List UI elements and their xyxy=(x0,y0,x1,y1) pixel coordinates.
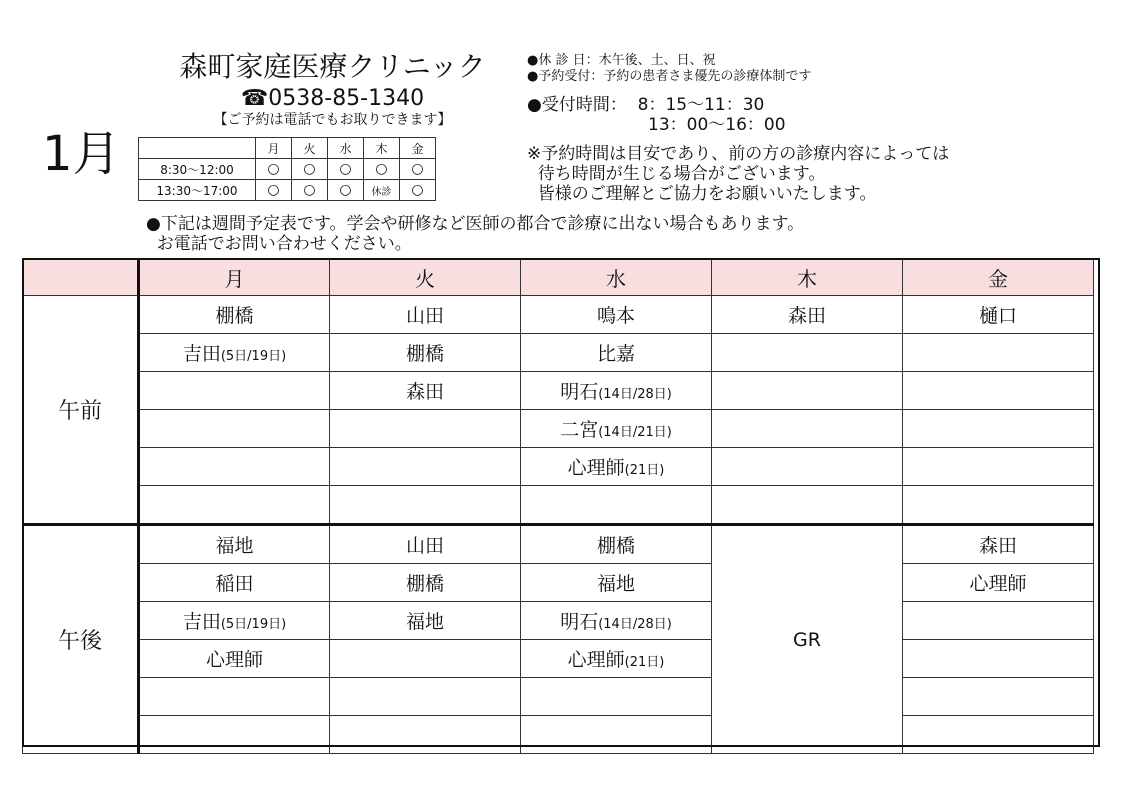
notice-line: 皆様のご理解とご協力をお願いいたします。 xyxy=(527,184,877,204)
schedule-cell xyxy=(139,564,330,602)
schedule-row-am xyxy=(23,296,1094,334)
schedule-cell xyxy=(139,716,330,754)
schedule-cell xyxy=(712,372,903,410)
schedule-row-pm xyxy=(23,678,1094,716)
schedule-cell xyxy=(330,334,521,372)
closed-mark: 休診 xyxy=(364,180,400,201)
open-mark: ○ xyxy=(328,180,364,201)
open-mark: ○ xyxy=(400,159,436,180)
schedule-cell xyxy=(521,564,712,602)
schedule-cell xyxy=(139,678,330,716)
reception-hours-am: ●受付時間： 8：15～11：30 xyxy=(527,95,765,115)
schedule-cell xyxy=(903,602,1094,640)
month-title: 1月 xyxy=(42,126,121,182)
doctor-name: 心理師 xyxy=(567,649,625,671)
day-header: 水 xyxy=(521,259,712,296)
header-corner-cell xyxy=(23,259,139,296)
doctor-dates: (14日/28日) xyxy=(598,387,672,402)
doctor-name: 森田 xyxy=(787,305,826,327)
schedule-cell xyxy=(139,486,330,525)
doctor-name: 心理師 xyxy=(205,649,263,671)
doctor-name: 棚橋 xyxy=(596,535,635,557)
schedule-cell xyxy=(330,602,521,640)
schedule-cell xyxy=(139,334,330,372)
schedule-cell xyxy=(521,640,712,678)
thursday-afternoon-gr: GR xyxy=(712,525,903,754)
schedule-cell xyxy=(712,486,903,525)
schedule-cell xyxy=(903,448,1094,486)
open-mark: ○ xyxy=(256,159,292,180)
schedule-cell xyxy=(139,372,330,410)
schedule-cell xyxy=(903,678,1094,716)
day-header: 金 xyxy=(903,259,1094,296)
schedule-cell xyxy=(903,716,1094,754)
schedule-cell xyxy=(330,448,521,486)
doctor-name: 福地 xyxy=(596,573,635,595)
day-header: 木 xyxy=(712,259,903,296)
schedule-row-pm xyxy=(23,602,1094,640)
doctor-name: 山田 xyxy=(405,305,444,327)
doctor-name: 明石 xyxy=(560,611,599,633)
weekly-schedule-table xyxy=(22,258,1094,754)
doctor-name: 森田 xyxy=(978,535,1017,557)
reservation-note: 【ご予約は電話でもお取りできます】 xyxy=(213,112,452,128)
doctor-dates: (14日/28日) xyxy=(598,617,672,632)
schedule-cell xyxy=(330,486,521,525)
schedule-row-pm xyxy=(23,564,1094,602)
schedule-cell xyxy=(712,296,903,334)
open-mark: ○ xyxy=(292,159,328,180)
doctor-dates: (21日) xyxy=(624,655,665,670)
schedule-cell xyxy=(903,525,1094,564)
schedule-row-pm xyxy=(23,525,1094,564)
hours-corner-cell xyxy=(139,138,256,159)
day-header: 月 xyxy=(139,259,330,296)
week-note-line: お電話でお問い合わせください。 xyxy=(146,234,412,254)
schedule-cell xyxy=(521,372,712,410)
doctor-name: 福地 xyxy=(405,611,444,633)
schedule-cell xyxy=(521,410,712,448)
open-mark: ○ xyxy=(256,180,292,201)
schedule-cell xyxy=(712,334,903,372)
hours-row-morning xyxy=(139,159,436,180)
reservation-info: ●予約受付：予約の患者さま優先の診療体制です xyxy=(527,69,812,84)
hours-row-afternoon xyxy=(139,180,436,201)
schedule-cell xyxy=(330,716,521,754)
schedule-cell xyxy=(139,296,330,334)
time-range-label: 13:30～17:00 xyxy=(139,180,256,201)
schedule-cell xyxy=(903,486,1094,525)
doctor-name: 棚橋 xyxy=(215,305,254,327)
schedule-cell xyxy=(330,410,521,448)
open-mark: ○ xyxy=(292,180,328,201)
schedule-cell xyxy=(139,525,330,564)
doctor-name: 樋口 xyxy=(978,305,1017,327)
doctor-name: 山田 xyxy=(405,535,444,557)
doctor-name: 棚橋 xyxy=(405,573,444,595)
open-mark: ○ xyxy=(328,159,364,180)
schedule-cell xyxy=(903,296,1094,334)
schedule-cell xyxy=(521,525,712,564)
schedule-cell xyxy=(521,486,712,525)
schedule-cell xyxy=(521,296,712,334)
notice-line: ※予約時間は目安であり、前の方の診療内容によっては xyxy=(527,144,950,164)
schedule-cell xyxy=(139,640,330,678)
open-mark: ○ xyxy=(400,180,436,201)
day-header: 火 xyxy=(292,138,328,159)
day-header: 水 xyxy=(328,138,364,159)
doctor-name: 心理師 xyxy=(567,457,625,479)
schedule-row-am xyxy=(23,448,1094,486)
schedule-row-am xyxy=(23,372,1094,410)
notice-line: 待ち時間が生じる場合がございます。 xyxy=(527,164,826,184)
schedule-cell xyxy=(330,564,521,602)
schedule-row-am xyxy=(23,410,1094,448)
schedule-cell xyxy=(903,372,1094,410)
morning-label: 午前 xyxy=(23,296,139,525)
closed-days: ●休 診 日：木午後、土、日、祝 xyxy=(527,53,716,68)
schedule-cell xyxy=(521,334,712,372)
doctor-name: 棚橋 xyxy=(405,343,444,365)
hours-summary-table xyxy=(138,137,436,201)
day-header: 火 xyxy=(330,259,521,296)
schedule-cell xyxy=(521,448,712,486)
schedule-header-row xyxy=(23,259,1094,296)
doctor-dates: (21日) xyxy=(624,463,665,478)
doctor-name: 森田 xyxy=(405,381,444,403)
doctor-name: 吉田 xyxy=(182,343,221,365)
schedule-cell xyxy=(139,602,330,640)
day-header: 金 xyxy=(400,138,436,159)
doctor-name: 二宮 xyxy=(560,419,599,441)
weekly-schedule-note xyxy=(146,214,804,254)
clinic-phone: ☎0538-85-1340 xyxy=(240,86,425,111)
schedule-cell xyxy=(521,716,712,754)
open-mark: ○ xyxy=(364,159,400,180)
schedule-cell xyxy=(330,640,521,678)
schedule-cell xyxy=(330,372,521,410)
clinic-name: 森町家庭医療クリニック xyxy=(179,50,486,83)
schedule-cell xyxy=(139,448,330,486)
hours-header-row xyxy=(139,138,436,159)
doctor-name: 比嘉 xyxy=(596,343,635,365)
schedule-row-am xyxy=(23,334,1094,372)
schedule-cell xyxy=(903,640,1094,678)
day-header: 月 xyxy=(256,138,292,159)
day-header: 木 xyxy=(364,138,400,159)
schedule-cell xyxy=(712,448,903,486)
doctor-name: 明石 xyxy=(560,381,599,403)
schedule-row-am xyxy=(23,486,1094,525)
schedule-cell xyxy=(521,678,712,716)
schedule-cell xyxy=(903,564,1094,602)
notice xyxy=(527,144,949,204)
afternoon-label: 午後 xyxy=(23,525,139,754)
schedule-row-pm xyxy=(23,640,1094,678)
doctor-dates: (5日/19日) xyxy=(220,349,287,364)
doctor-name: 心理師 xyxy=(969,573,1027,595)
schedule-cell xyxy=(330,525,521,564)
doctor-dates: (14日/21日) xyxy=(598,425,672,440)
schedule-cell xyxy=(521,602,712,640)
reception-hours-pm: 13：00～16：00 xyxy=(648,115,786,135)
doctor-name: 稲田 xyxy=(215,573,254,595)
schedule-cell xyxy=(330,678,521,716)
doctor-dates: (5日/19日) xyxy=(220,617,287,632)
doctor-name: 吉田 xyxy=(182,611,221,633)
schedule-cell xyxy=(903,410,1094,448)
doctor-name: 鳴本 xyxy=(596,305,635,327)
schedule-row-pm xyxy=(23,716,1094,754)
schedule-cell xyxy=(139,410,330,448)
time-range-label: 8:30～12:00 xyxy=(139,159,256,180)
schedule-cell xyxy=(712,410,903,448)
week-note-line: ●下記は週間予定表です。学会や研修など医師の都合で診療に出ない場合もあります。 xyxy=(146,214,805,234)
doctor-name: 福地 xyxy=(215,535,254,557)
schedule-cell xyxy=(330,296,521,334)
schedule-cell xyxy=(903,334,1094,372)
